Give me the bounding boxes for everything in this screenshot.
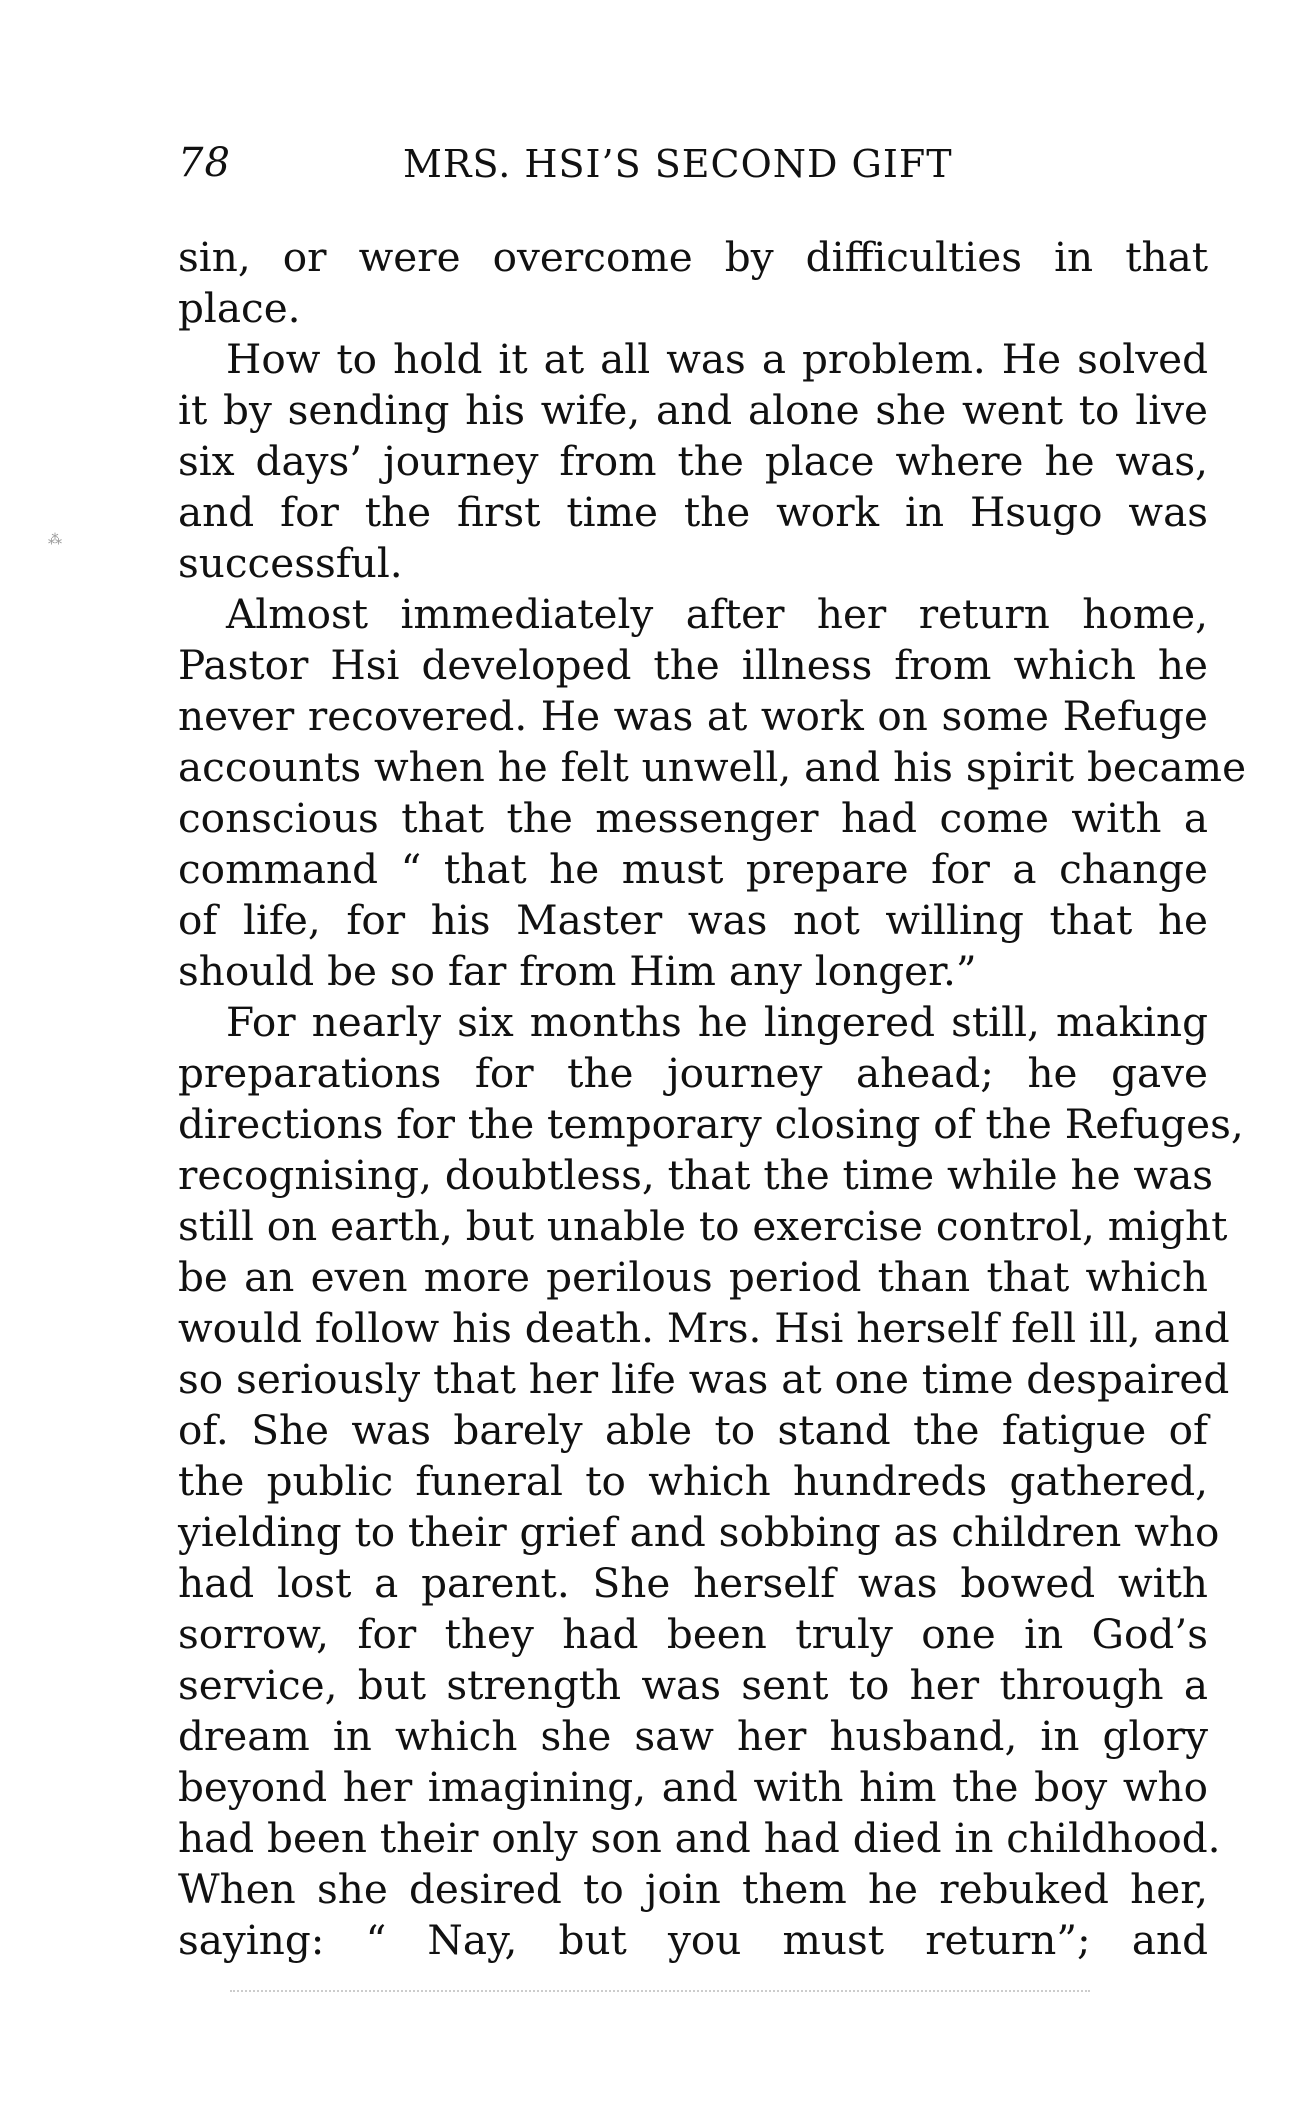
text-line: of life, for his Master was not willing that he bbox=[178, 896, 1208, 944]
text-line: would follow his death. Mrs. Hsi herself fell ill, and bbox=[178, 1304, 1230, 1352]
text-line: six days’ journey from the place where he was, bbox=[178, 437, 1208, 485]
text-line: yielding to their grief and sobbing as children who bbox=[178, 1508, 1220, 1556]
text-line: conscious that the messenger had come with a bbox=[178, 794, 1208, 842]
text-line: never recovered. He was at work on some Refuge bbox=[178, 692, 1208, 740]
page-header bbox=[178, 140, 1208, 200]
text-line: Almost immediately after her return home, bbox=[226, 590, 1208, 638]
text-line: had lost a parent. She herself was bowed with bbox=[178, 1559, 1208, 1607]
text-line: successful. bbox=[178, 539, 403, 587]
text-line: had been their only son and had died in childhood. bbox=[178, 1814, 1221, 1862]
text-line: still on earth, but unable to exercise control, might bbox=[178, 1202, 1228, 1250]
text-line: command “ that he must prepare for a change bbox=[178, 845, 1208, 893]
text-line: directions for the temporary closing of the Refuges, bbox=[178, 1100, 1244, 1148]
text-line: When she desired to join them he rebuked her, bbox=[178, 1865, 1208, 1913]
text-line: beyond her imagining, and with him the boy who bbox=[178, 1763, 1208, 1811]
text-line: dream in which she saw her husband, in glory bbox=[178, 1712, 1208, 1760]
text-line: For nearly six months he lingered still, making bbox=[226, 998, 1208, 1046]
body-text bbox=[178, 232, 1247, 1966]
text-line: and for the first time the work in Hsugo was bbox=[178, 488, 1208, 536]
cut-off-next-line bbox=[230, 1990, 1090, 1994]
stray-mark-icon: ⁂ bbox=[48, 532, 62, 548]
page-number: 78 bbox=[178, 140, 231, 186]
text-line: place. bbox=[178, 284, 301, 332]
text-line: should be so far from Him any longer.” bbox=[178, 947, 977, 995]
text-line: of. She was barely able to stand the fatigue of bbox=[178, 1406, 1208, 1454]
running-title: MRS. HSI’S SECOND GIFT bbox=[403, 142, 953, 186]
text-line: sin, or were overcome by difficulties in that bbox=[178, 233, 1208, 281]
text-line: accounts when he felt unwell, and his spirit became bbox=[178, 743, 1247, 791]
text-line: be an even more perilous period than that which bbox=[178, 1253, 1208, 1301]
text-line: service, but strength was sent to her through a bbox=[178, 1661, 1208, 1709]
text-line: Pastor Hsi developed the illness from which he bbox=[178, 641, 1208, 689]
text-line: saying: “ Nay, but you must return”; and bbox=[178, 1916, 1208, 1964]
text-line: sorrow, for they had been truly one in God’s bbox=[178, 1610, 1208, 1658]
text-line: the public funeral to which hundreds gathered, bbox=[178, 1457, 1208, 1505]
text-line: so seriously that her life was at one time despaired bbox=[178, 1355, 1230, 1403]
text-line: preparations for the journey ahead; he gave bbox=[178, 1049, 1208, 1097]
text-line: it by sending his wife, and alone she went to live bbox=[178, 386, 1208, 434]
text-line: recognising, doubtless, that the time while he was bbox=[178, 1151, 1214, 1199]
text-line: How to hold it at all was a problem. He solved bbox=[226, 335, 1208, 383]
